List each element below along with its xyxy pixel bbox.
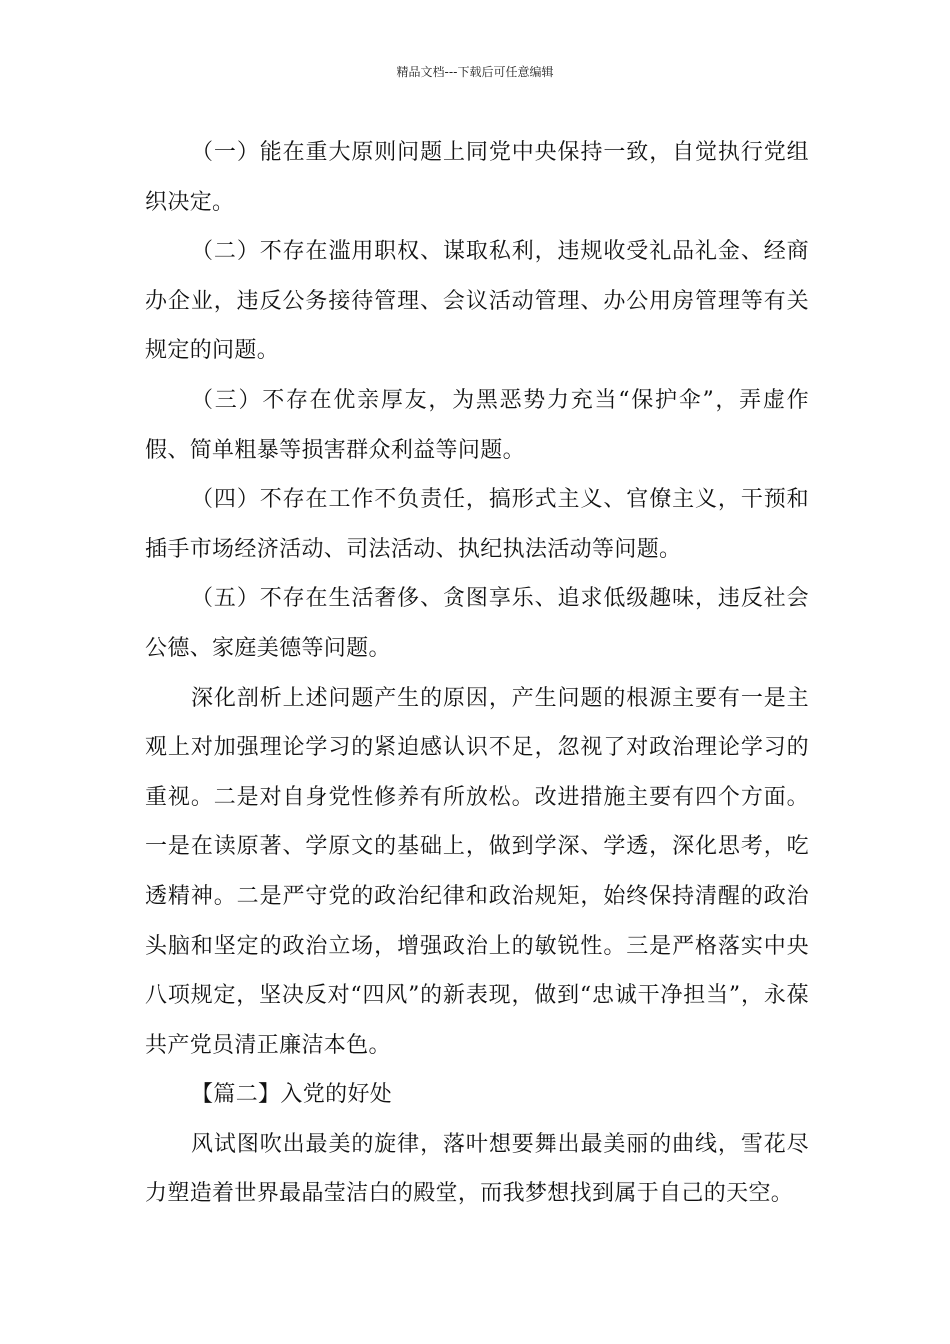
section-heading: 【篇二】入党的好处 [191, 1082, 393, 1108]
paragraph-5: （五）不存在生活奢侈、贪图享乐、追求低级趣味，违反社会公德、家庭美德等问题。 [145, 586, 809, 661]
paragraph-analysis: 深化剖析上述问题产生的原因，产生问题的根源主要有一是主观上对加强理论学习的紧迫感认识不足，忽视了对政治理论学习的重视。二是对自身党性修养有所放松。改进措施主要有四个方面。一是在读原著、学原文的基础上，做到学深、学透，深化思考，吃透精神。二是严守党的政治纪律和政治规矩，始终保持清醒的政治头脑和坚定的政治立场，增强政治上的敏锐性。三是严格落实中央八项规定，坚决反对“四风”的新表现，做到“忠诚干净担当”，永葆共产党员清正廉洁本色。 [145, 685, 809, 1058]
paragraph-essay-opening: 风试图吹出最美的旋律，落叶想要舞出最美丽的曲线，雪花尽力塑造着世界最晶莹洁白的殿堂，而我梦想找到属于自己的天空。 [145, 1131, 809, 1207]
paragraph-3: （三）不存在优亲厚友，为黑恶势力充当“保护伞”，弄虚作假、简单粗暴等损害群众利益等问题。 [145, 387, 809, 463]
paragraph-4: （四）不存在工作不负责任，搞形式主义、官僚主义，干预和插手市场经济活动、司法活动、执纪执法活动等问题。 [145, 487, 809, 562]
document-body [145, 128, 809, 1219]
page-header: 精品文档---下载后可任意编辑 [396, 65, 554, 79]
paragraph-1: （一）能在重大原则问题上同党中央保持一致，自觉执行党组织决定。 [145, 140, 809, 215]
paragraph-2: （二）不存在滥用职权、谋取私利，违规收受礼品礼金、经商办企业，违反公务接待管理、会议活动管理、办公用房管理等有关规定的问题。 [145, 239, 809, 364]
